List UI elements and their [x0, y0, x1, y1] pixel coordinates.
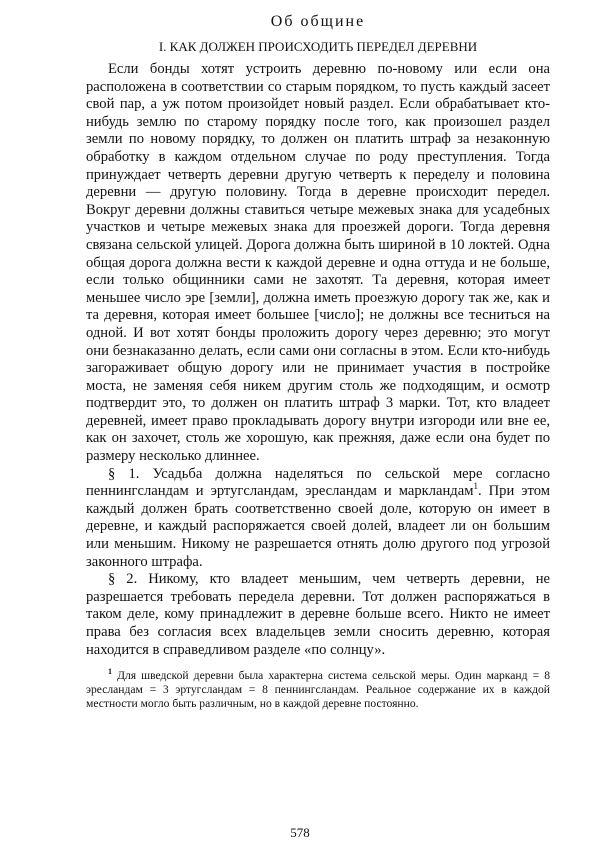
footnote: [86, 669, 550, 711]
page-number: 578: [290, 825, 310, 840]
paragraph-2-text-after: . При этом каждый должен брать соответственно своей доле, которую он имеет в деревне, и каждый распоряжается своей долей, владеет ли он большим или меньшим. Никому не разрешается отнять долю другого под угрозой законного штрафа.: [86, 483, 550, 570]
footnote-text: Для шведской деревни была характерна система сельской меры. Один марканд = 8 эресландам = 3 эртугсландам = 8 пеннингсландам. Реальное содержание их в каждой местности могло быть различным, но в каждой деревне постоянно.: [86, 669, 550, 711]
footnote-marker: 1: [108, 667, 112, 677]
page-title: Об общине: [270, 13, 366, 30]
paragraph-3: § 2. Никому, кто владеет меньшим, чем четверть деревни, не разрешается требовать передела деревни. Тот должен распоряжаться в таком деле, кому принадлежит в деревне больше всего. Никто не имеет права без согласия всех владельцев земли сносить деревню, которая находится в справедливом разделе «по солнцу».: [86, 571, 550, 658]
section-heading: I. КАК ДОЛЖЕН ПРОИСХОДИТЬ ПЕРЕДЕЛ ДЕРЕВНИ: [158, 39, 478, 54]
paragraph-2-text-before: § 1. Усадьба должна наделяться по сельской мере согласно пеннингсландам и эртугсландам, эресландам и маркландам: [86, 465, 550, 500]
document-page: [86, 12, 550, 711]
paragraph-2: [86, 466, 550, 572]
paragraph-1: Если бонды хотят устроить деревню по-новому или если она расположена в соответствии со старым порядком, то пусть каждый засеет свой пар, а уж потом произойдет новый раздел. Если обрабатывает кто-нибудь землю по старому порядку после того, как произошел раздел земли по новому порядку, то должен он платить штраф за незаконную обработку в каждом отдельном случае по роду преступления. Тогда принуждает четверть деревни другую четверть к переделу и половина деревни — другую половину. Тогда в деревне происходит передел. Вокруг деревни должны ставиться четыре межевых знака для усадебных участков и четыре межевых знака для проезжей дороги. Тогда деревня связана сельской улицей. Дорога должна быть шириной в 10 локтей. Одна общая дорога должна вести к каждой деревне и одна оттуда и не больше, если только общинники сами не захотят. Та деревня, которая имеет меньшее число эре [земли], должна иметь проезжую дорогу так же, как и та деревня, которая имеет большее [число]; не должны все тесниться на одной. И вот хотят бонды проложить дорогу через деревню; это могут они безнаказанно делать, если сами они согласны в этом. Если кто-нибудь загораживает общую дорогу или не принимает участия в постройке моста, не заменяя себя никем другим столь же подходящим, и осмотр подтвердит это, то должен он платить штраф 3 марки. Тот, кто владеет деревней, имеет право прокладывать дорогу внутри изгороди или вне ее, как он захочет, столь же хорошую, как прежняя, даже если она будет по размеру несколько длиннее.: [86, 61, 550, 465]
footnote-reference: 1: [473, 481, 478, 492]
